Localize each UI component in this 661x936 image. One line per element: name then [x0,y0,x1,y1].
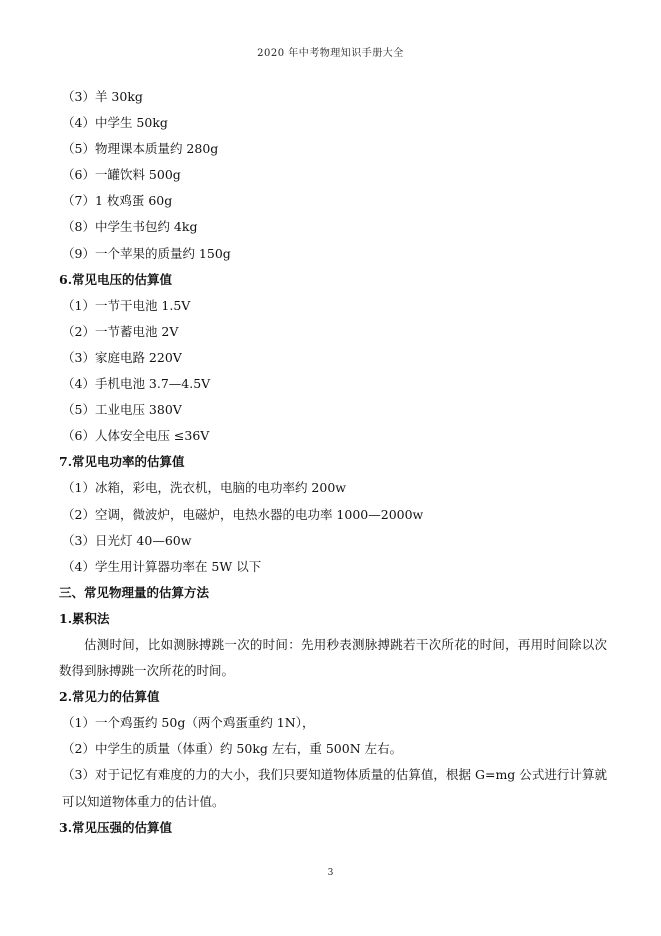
mass-item: （8）中学生书包约 4kg [62,219,198,235]
force-paragraph: （3）对于记忆有难度的力的大小，我们只要知道物体质量的估算值，根据 G=mg 公式进行计算就可以知道物体重力的估计值。 [62,767,607,809]
pressure-heading: 3.常见压强的估算值 [59,819,173,835]
voltage-heading: 6.常见电压的估算值 [59,271,173,287]
voltage-item: （3）家庭电路 220V [62,349,182,365]
page-number: 3 [327,868,334,878]
accumulation-paragraph: 估测时间，比如测脉搏跳一次的时间：先用秒表测脉搏跳若干次所花的时间，再用时间除以次数得到脉搏跳一次所花的时间。 [59,636,607,679]
mass-item: （6）一罐饮料 500g [62,167,181,183]
force-item: （2）中学生的质量（体重）约 50kg 左右，重 500N 左右。 [62,741,403,757]
power-heading: 7.常见电功率的估算值 [59,454,185,470]
mass-item: （5）物理课本质量约 280g [62,141,219,157]
mass-item: （7）1 枚鸡蛋 60g [62,193,173,209]
mass-item: （4）中学生 50kg [62,115,168,131]
power-item: （4）学生用计算器功率在 5W 以下 [62,558,262,574]
voltage-item: （5）工业电压 380V [62,402,182,418]
mass-item: （9）一个苹果的质量约 150g [62,245,231,261]
voltage-item: （1）一节干电池 1.5V [62,297,191,313]
power-item: （3）日光灯 40—60w [62,532,192,548]
page-header: 2020 年中考物理知识手册大全 [257,48,404,59]
voltage-item: （6）人体安全电压 ≤36V [62,428,210,444]
power-item: （1）冰箱，彩电，洗衣机，电脑的电功率约 200w [62,480,346,496]
voltage-item: （4）手机电池 3.7—4.5V [62,376,211,392]
mass-item: （3）羊 30kg [62,89,143,104]
section-heading: 三、常见物理量的估算方法 [59,584,210,600]
power-item: （2）空调，微波炉，电磁炉，电热水器的电功率 1000—2000w [62,506,424,522]
force-heading: 2.常见力的估算值 [59,689,160,705]
document-body [59,84,607,841]
accumulation-heading: 1.累积法 [59,610,110,626]
force-item: （1）一个鸡蛋约 50g（两个鸡蛋重约 1N）， [62,715,315,731]
voltage-item: （2）一节蓄电池 2V [62,323,179,339]
